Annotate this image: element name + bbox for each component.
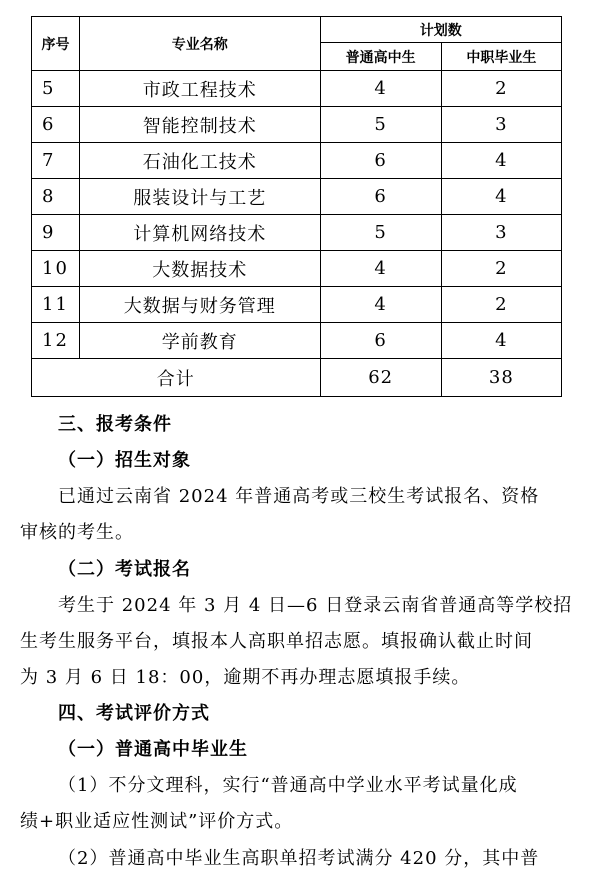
plan-table bbox=[31, 16, 562, 397]
table-row bbox=[32, 323, 562, 359]
row-high-school: 6 bbox=[320, 179, 441, 215]
subsection-heading-high-school-graduates: （一）普通高中毕业生 bbox=[58, 739, 248, 760]
total-high-school: 62 bbox=[320, 359, 441, 397]
table-row bbox=[32, 251, 562, 287]
row-name: 大数据与财务管理 bbox=[80, 287, 320, 323]
paragraph-line: （2）普通高中毕业生高职单招考试满分 420 分，其中普 bbox=[58, 848, 540, 869]
table-row bbox=[32, 287, 562, 323]
section-3-heading: 三、报考条件 bbox=[58, 414, 172, 435]
section-4-heading: 四、考试评价方式 bbox=[58, 703, 210, 724]
table-row bbox=[32, 71, 562, 107]
paragraph-line: （1）不分文理科，实行“普通高中学业水平考试量化成 bbox=[58, 775, 518, 796]
table-row bbox=[32, 107, 562, 143]
row-vocational: 2 bbox=[441, 71, 561, 107]
row-seq: 10 bbox=[32, 251, 80, 287]
row-vocational: 4 bbox=[441, 323, 561, 359]
row-vocational: 4 bbox=[441, 143, 561, 179]
row-seq: 6 bbox=[32, 107, 80, 143]
row-high-school: 5 bbox=[320, 215, 441, 251]
row-high-school: 5 bbox=[320, 107, 441, 143]
row-high-school: 6 bbox=[320, 143, 441, 179]
row-seq: 8 bbox=[32, 179, 80, 215]
header-high-school: 普通高中生 bbox=[320, 43, 441, 71]
row-seq: 7 bbox=[32, 143, 80, 179]
paragraph-line: 考生于 2024 年 3 月 4 日—6 日登录云南省普通高等学校招 bbox=[58, 595, 573, 616]
row-name: 智能控制技术 bbox=[80, 107, 320, 143]
header-name: 专业名称 bbox=[80, 17, 320, 71]
paragraph-line: 绩+职业适应性测试”评价方式。 bbox=[20, 811, 294, 832]
subsection-heading-enrollment-target: （一）招生对象 bbox=[58, 450, 191, 471]
subsection-heading-registration: （二）考试报名 bbox=[58, 559, 191, 580]
table-row bbox=[32, 143, 562, 179]
row-name: 市政工程技术 bbox=[80, 71, 320, 107]
row-vocational: 3 bbox=[441, 215, 561, 251]
row-vocational: 4 bbox=[441, 179, 561, 215]
paragraph-line: 生考生服务平台，填报本人高职单招志愿。填报确认截止时间 bbox=[20, 631, 533, 652]
total-label: 合计 bbox=[32, 359, 321, 397]
total-vocational: 38 bbox=[441, 359, 561, 397]
row-high-school: 4 bbox=[320, 251, 441, 287]
row-name: 大数据技术 bbox=[80, 251, 320, 287]
paragraph-line: 为 3 月 6 日 18：00，逾期不再办理志愿填报手续。 bbox=[20, 667, 471, 688]
header-seq: 序号 bbox=[32, 17, 80, 71]
row-seq: 12 bbox=[32, 323, 80, 359]
table-row bbox=[32, 179, 562, 215]
total-row bbox=[32, 359, 562, 397]
row-high-school: 4 bbox=[320, 287, 441, 323]
row-name: 学前教育 bbox=[80, 323, 320, 359]
row-name: 石油化工技术 bbox=[80, 143, 320, 179]
row-seq: 5 bbox=[32, 71, 80, 107]
paragraph-line: 审核的考生。 bbox=[20, 522, 134, 543]
row-seq: 9 bbox=[32, 215, 80, 251]
row-vocational: 2 bbox=[441, 287, 561, 323]
row-vocational: 3 bbox=[441, 107, 561, 143]
header-vocational: 中职毕业生 bbox=[441, 43, 561, 71]
row-high-school: 6 bbox=[320, 323, 441, 359]
row-vocational: 2 bbox=[441, 251, 561, 287]
header-plan: 计划数 bbox=[320, 17, 561, 43]
row-high-school: 4 bbox=[320, 71, 441, 107]
row-name: 计算机网络技术 bbox=[80, 215, 320, 251]
row-name: 服装设计与工艺 bbox=[80, 179, 320, 215]
row-seq: 11 bbox=[32, 287, 80, 323]
paragraph-line: 已通过云南省 2024 年普通高考或三校生考试报名、资格 bbox=[58, 486, 540, 507]
table-row bbox=[32, 215, 562, 251]
